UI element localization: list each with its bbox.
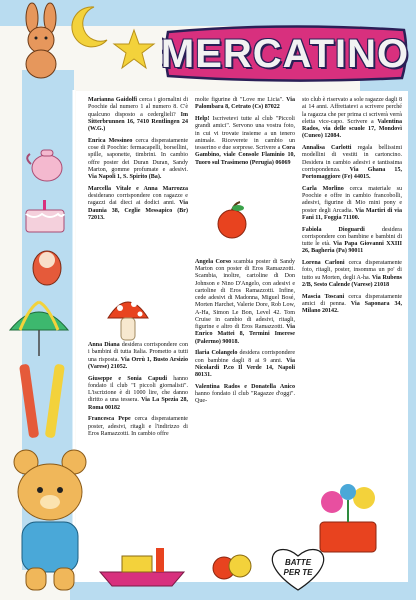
ad-author: Giuseppe e Sonia Capudi [88,375,168,382]
classified-ad [195,384,295,406]
classified-ad [195,259,295,346]
classified-ad [88,376,188,412]
ad-author: Valentina Rados e Donatella Anico [195,383,295,390]
ad-address: Via Napoli 1, S. Spirito (Ba). [88,174,162,180]
ad-author: Mascia Toscani [302,293,345,300]
classified-ad [195,350,295,379]
text-column-3 [302,97,402,320]
ad-text: cerca materiale su Poochie e offre in cambio francobolli, adesivi, figurine di Mio mini pony e poster degli Arcadia. [302,185,403,214]
skis-icon [14,360,74,440]
star-icon [112,28,156,72]
boat-icon [96,542,188,590]
ad-text: scambia poster di Sandy Marton con poster di Eros Ramazzotti. Scambia, inoltre, cartoline di Don Johnson e Nino D'Angelo, con adesivi e cartoline di Eros Ramazzotti. Infine, cede adesivi di Madonna, Miguel Bosé, Morten Harchet, Valerie Dore, Rob Low, A-Ha, Simon Le Bon, Level 42. Tom Cruise in cambio di adesivi, ritagli, figurine e altro di Eros Ramazzotti. [195,258,295,330]
text-column-1 [88,97,188,443]
ad-author: Angela Corso [195,258,231,265]
ad-address: Via Rubens 2/B, Sesto Calende (Varese) 21018 [302,274,402,288]
classified-ad [302,260,402,289]
ad-text: desidera corrispondere con bambine e bambini di tutte le età. [302,226,402,247]
badge-batte-per-te [266,546,330,592]
classified-ad [195,97,295,112]
teapot-icon [26,140,68,184]
classified-ad [302,97,402,141]
text-column-2 [195,97,295,410]
ad-address: Via Saponara 34, Milano 20142. [302,300,403,314]
classified-ad [302,186,402,222]
ad-author: Francesca Pepe [88,416,131,423]
ad-author: Anna Diana [88,342,120,348]
ad-text: desidera corrispondere con bambine dagli 8 ai 9 anni. [195,350,296,364]
ad-text: cerca disperatamente amici di penna. [302,293,403,307]
ad-address: Im Sitterbrunnen 16, 7410 Rentlingen 24 (W.G.) [88,111,188,132]
ad-text: cerca i giornalini di Poochie dal numero 1 al numero 8. C'è qualcuno disposto a cederglieli? [88,97,189,118]
ad-text: hanno fondato il club "I piccoli giornalisti". L'iscrizione è di 1000 lire, che danno diritto a una tessera. [88,375,188,404]
bunny-icon [18,2,66,80]
classified-ad [302,294,402,316]
ad-address: Valentina Rados, via delle scuole 17, Mondovì (Cuneo) 12084. [302,118,402,140]
ad-address: Via Enrico Mattei 8, Termini Imerese (Palermo) 90018. [195,324,295,345]
ad-address: Via Ghana 15, Portomaggiore (Fe) 44015. [302,166,402,180]
ad-text: cerca disperatamente cose di Poochie: fermacapelli, borsellini, spille, saponette, timbrini. In cambio offre poster dei Duran Duran, Sandy Marton, gomme profumate e adesivi. [88,137,189,173]
ad-text: molte figurine di "Love me Licia". [195,97,287,103]
ad-author: Fabiola Dioguardi [302,226,365,233]
classified-ad [88,138,188,182]
ad-author: Annalisa Carlotti [302,145,352,151]
page-title: MERCATINO [160,31,410,76]
classified-ad [195,116,295,167]
ad-author: Carla Morlino [302,185,344,192]
ad-address: Via Palombara 8, Cetrato (Cs) 87022 [195,97,295,111]
ad-author: Ilaria Colangelo [195,350,238,357]
ad-address: Via Daunia 38, Ceglie Messapico (Br) 72013. [88,200,188,221]
ad-address: Via Papa Giovanni XXIII 26, Bagheria (Pa) 90011 [302,241,402,255]
classified-ad [88,416,188,438]
doll-icon [30,244,64,286]
classified-ad [302,145,402,181]
ad-text: regala bellissimi modellini di vestiti in cartoncino. Desidera in cambio adesivi e tantissima corrispondenza. [302,145,402,173]
ad-text: sto club è riservato a sole ragazze dagli 8 ai 14 anni. Affrettatevi a scrivere perché la ragazza che per prima ci scriverà verrà eletta vice-capo. Scrivere a [302,97,402,125]
moon-icon [64,4,110,50]
classified-ad [88,186,188,222]
badge-line-1: BATTE [284,558,312,567]
ad-text: Iscrivetevi tutte al club "Piccoli grandi amici". Servono una vostra foto, in cui vi trovate insieme a un tenero animale. Riceverete in cambio un tesserino e due sorprese. Scrivere a [195,116,295,151]
ad-address: Cora Gambino, viale Console Flaminio 10, Tuoro sul Trasimeno (Perugia) 06069 [195,145,295,166]
classified-ad [88,97,188,133]
umbrella-icon [6,300,72,360]
ad-text: cerca disperatamente foto, ritagli, poster, insomma un po' di tutto su Morten, degli A-ha. [302,260,402,281]
ad-text: desidera corrispondere con i bambini di tutta Italia. Prometto a tutti una risposta. [88,342,188,363]
ad-address: Via La Spezia 28, Roma 00182 [88,397,188,411]
ad-author: Lorena Carloni [302,260,345,266]
classified-ad [88,342,188,371]
ad-address: Via Orrù 1, Busto Arsizio (Varese) 21052. [88,356,188,370]
ad-text: cerca disperatamente poster, adesivi, ritagli e l'indirizzo di Eros Ramazzotti. In cambio offre [88,416,188,437]
ad-text: hanno fondato il club "Ragazze d'oggi". Que- [195,391,295,405]
ad-author: Help! [195,116,210,122]
ad-address: Via Martiri di via Fani 11, Foggia 71100. [302,207,402,221]
ad-author: Marcella Vitale e Anna Marrozza [88,185,188,192]
teddy-bear-icon [4,446,96,596]
badge-line-2: PER TE [283,568,313,577]
ad-text: desiderano corrispondere con ragazze e ragazzi dai dieci ai dodici anni. [88,193,188,207]
ad-author: Marianna Gaidolfi [88,97,138,103]
ad-author: Enrica Messineo [88,137,133,144]
classified-ad [302,227,402,256]
ad-address: Via Nicolardi P.co Il Verde 14, Napoli 80131. [195,357,295,378]
cake-icon [22,198,68,234]
fruit-icon [210,542,254,582]
